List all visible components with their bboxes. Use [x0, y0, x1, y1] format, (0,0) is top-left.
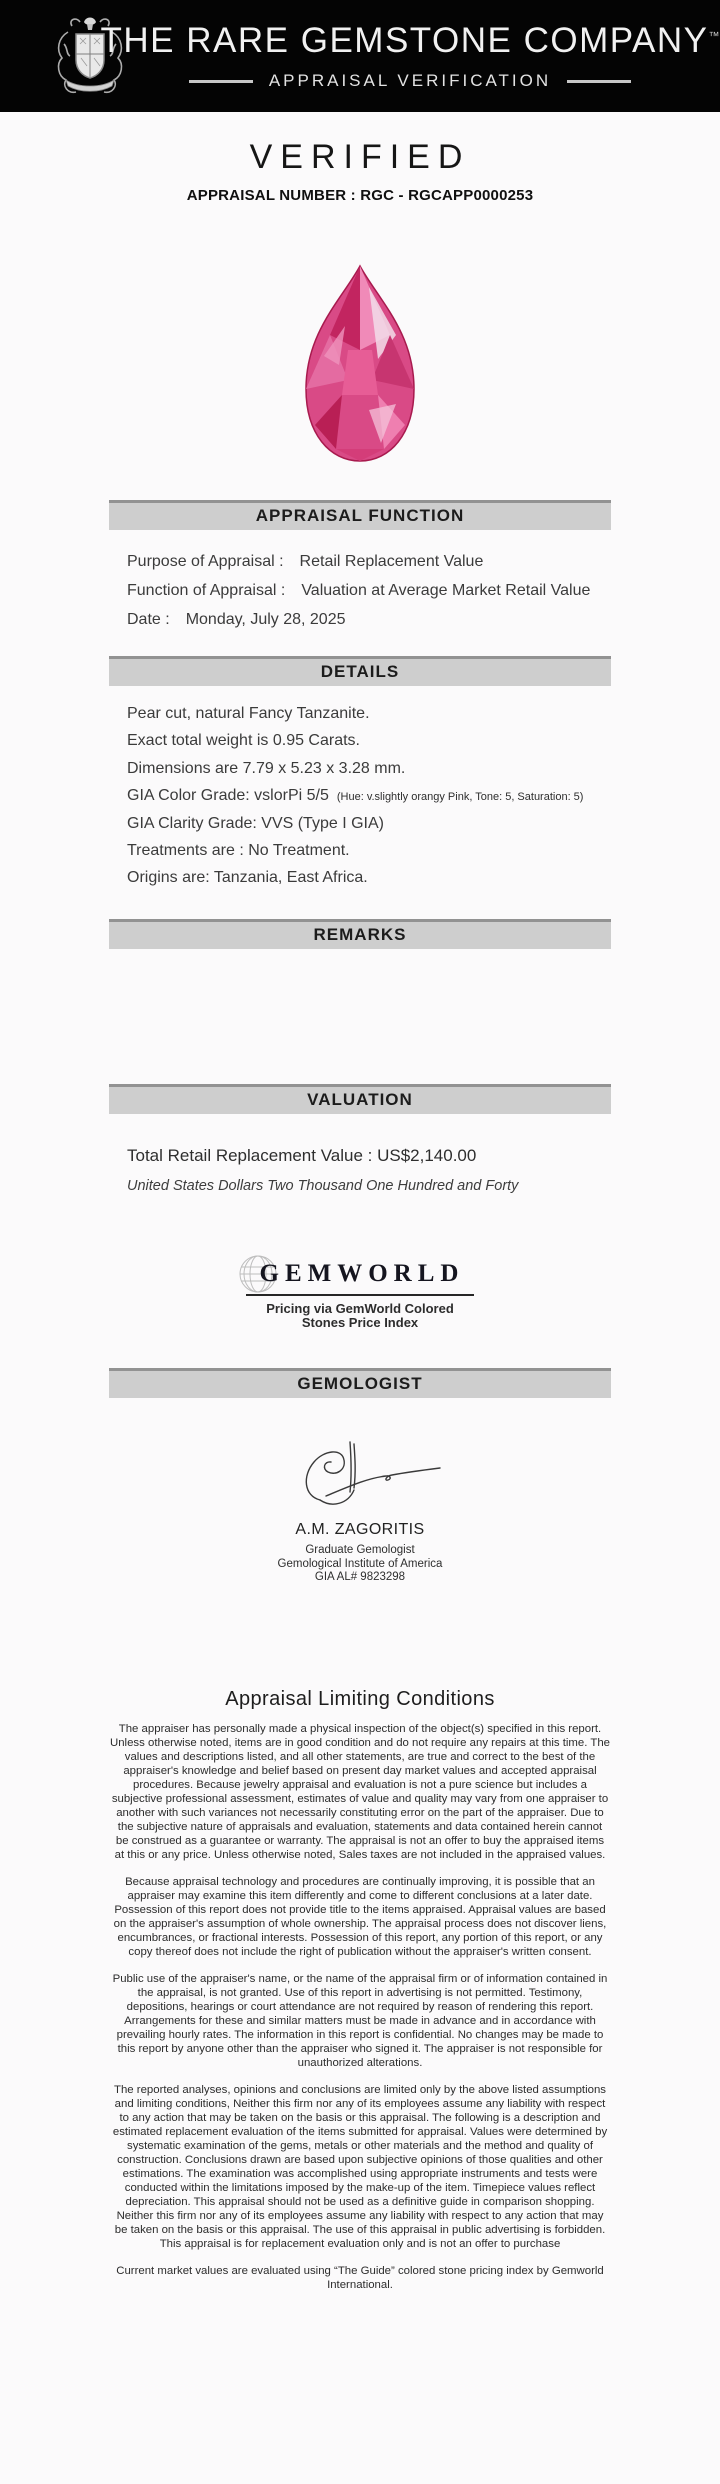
detail-clarity-grade: GIA Clarity Grade: VVS (Type I GIA): [127, 814, 384, 832]
credential-title: Graduate Gemologist: [305, 1544, 415, 1556]
gemstone-photo: [285, 260, 435, 470]
color-grade-text: GIA Color Grade: vslorPi 5/5: [127, 787, 329, 805]
section-bar-details: DETAILS: [109, 656, 611, 686]
valuation-total: Total Retail Replacement Value : US$2,140.00: [127, 1146, 477, 1165]
detail-cut: Pear cut, natural Fancy Tanzanite.: [127, 705, 370, 722]
gemworld-logo-text: GEMWORLD: [259, 1260, 465, 1287]
detail-treatments: Treatments are : No Treatment.: [127, 841, 350, 859]
detail-origins: Origins are: Tanzania, East Africa.: [127, 869, 368, 887]
purpose-value: Retail Replacement Value: [299, 553, 484, 570]
header-subtitle: APPRAISAL VERIFICATION: [268, 71, 552, 90]
subtitle-dash-left: [189, 80, 253, 83]
function-value: Valuation at Average Market Retail Value: [301, 582, 591, 599]
limiting-paragraph-3: Public use of the appraiser's name, or the name of the appraisal firm or of information contained in the appraisal, is not granted. Use of this report in advertising is not permitted. Testimony, depositions, hearings or court attendance are not required by reason of rendering this report. Arrangements for these and similar matters must be made in advance and in accordance with prevailing hourly rates. The information in this report is confidential. No changes may be made to this report by anyone other than the appraiser who signed it. The appraiser is not responsible for unauthorized alterations.: [112, 1973, 608, 2069]
gemologist-signature: [290, 1438, 450, 1518]
valuation-amount-in-words: United States Dollars Two Thousand One Hundred and Forty: [127, 1178, 519, 1194]
section-bar-valuation: VALUATION: [109, 1084, 611, 1114]
gemworld-caption: Pricing via GemWorld Colored Stones Price Index: [266, 1301, 454, 1330]
section-bar-appraisal-function: APPRAISAL FUNCTION: [109, 500, 611, 530]
date-value: Monday, July 28, 2025: [185, 611, 346, 628]
credential-institute: Gemological Institute of America: [277, 1557, 443, 1570]
company-name-text: THE RARE GEMSTONE COMPANY: [100, 21, 709, 60]
detail-dimensions: Dimensions are 7.79 x 5.23 x 3.28 mm.: [127, 759, 406, 777]
section-bar-gemologist: GEMOLOGIST: [109, 1368, 611, 1398]
purpose-label: Purpose of Appraisal :: [127, 553, 284, 570]
verified-status: VERIFIED: [249, 138, 471, 176]
limiting-conditions-heading: Appraisal Limiting Conditions: [225, 1688, 495, 1710]
limiting-paragraph-5: Current market values are evaluated using “The Guide” colored stone pricing index by Gemworld International.: [116, 2265, 604, 2291]
detail-weight: Exact total weight is 0.95 Carats.: [127, 732, 360, 750]
appraisal-number: APPRAISAL NUMBER : RGC - RGCAPP0000253: [186, 187, 534, 204]
limiting-paragraph-4: The reported analyses, opinions and conclusions are limited only by the above listed assumptions and limiting conditions, Neither this firm nor any of its employees assume any liability with respect to any action that may be taken on the basis or this appraisal. The following is a description and estimated replacement evaluation of the items submitted for appraisal. Values were determined by systematic examination of the gems, metals or other materials and the method and quality of construction. Conclusions drawn are based upon subjective opinions of those qualities and other estimations. The examination was accomplished using appropriate instruments and tests were conducted within the limitations imposed by the make-up of the item. Timepiece values reflect depreciation. This appraisal should not be used as a definitive guide in comparison shopping. Neither this firm nor any of its employees assume any liability with respect to any action that may be taken on the basis or this appraisal. The use of this appraisal in public advertising is forbidden. This appraisal is for replacement evaluation only and is not an offer to purchase: [112, 2084, 608, 2250]
purpose-row: [127, 553, 483, 571]
limiting-paragraph-2: Because appraisal technology and procedures are continually improving, it is possible that an appraiser may examine this item differently and come to different conclusions at a later date. Possession of this report does not provide title to the items appraised. Appraisal values are based on the appraiser's assumption of whole ownership. The appraisal process does not discover liens, encumbrances, or fractional interests. Possession of this report, any portion of this report, or any copy thereof does not include the right of publication without the appraiser's written consent.: [113, 1876, 607, 1958]
color-grade-note: (Hue: v.slightly orangy Pink, Tone: 5, Saturation: 5): [336, 791, 584, 804]
gemworld-logo: [246, 1258, 475, 1296]
header: [0, 0, 720, 112]
limiting-paragraph-1: The appraiser has personally made a physical inspection of the object(s) specified in this report. Unless otherwise noted, items are in good condition and do not require any repairs at this time. The values and descriptions listed, and all other statements, are true and correct to the best of the appraiser's knowledge and belief based on present day market values and accepted appraisal procedures. Because jewelry appraisal and evaluation is not a pure science but includes a subjective professional assessment, estimates of value and quality may vary from one appraiser to another with such variances not necessarily constituting error on the part of the appraiser. Due to the subjective nature of appraisals and evaluation, statements and data contained herein cannot be construed as a guarantee or warranty. The appraisal is not an offer to buy the appraised items at this or any price. Unless otherwise noted, Sales taxes are not included in the appraised values.: [110, 1723, 610, 1861]
header-text: [100, 0, 720, 112]
date-row: [127, 611, 346, 629]
date-label: Date :: [127, 611, 170, 628]
gemologist-credentials: [0, 1544, 720, 1585]
details-lines: [127, 700, 583, 892]
gemworld-pricing-block: [0, 1258, 720, 1330]
detail-color-grade: [127, 782, 583, 809]
section-bar-remarks: REMARKS: [109, 919, 611, 949]
function-row: [127, 582, 590, 600]
company-name: [101, 21, 720, 61]
trademark-symbol: ™: [708, 30, 720, 43]
function-label: Function of Appraisal :: [127, 582, 286, 599]
subtitle-dash-right: [567, 80, 631, 83]
gemologist-name: A.M. ZAGORITIS: [295, 1521, 425, 1538]
credential-license: GIA AL# 9823298: [314, 1571, 406, 1583]
subtitle-row: [189, 71, 631, 91]
limiting-conditions-body: [110, 1722, 610, 2305]
